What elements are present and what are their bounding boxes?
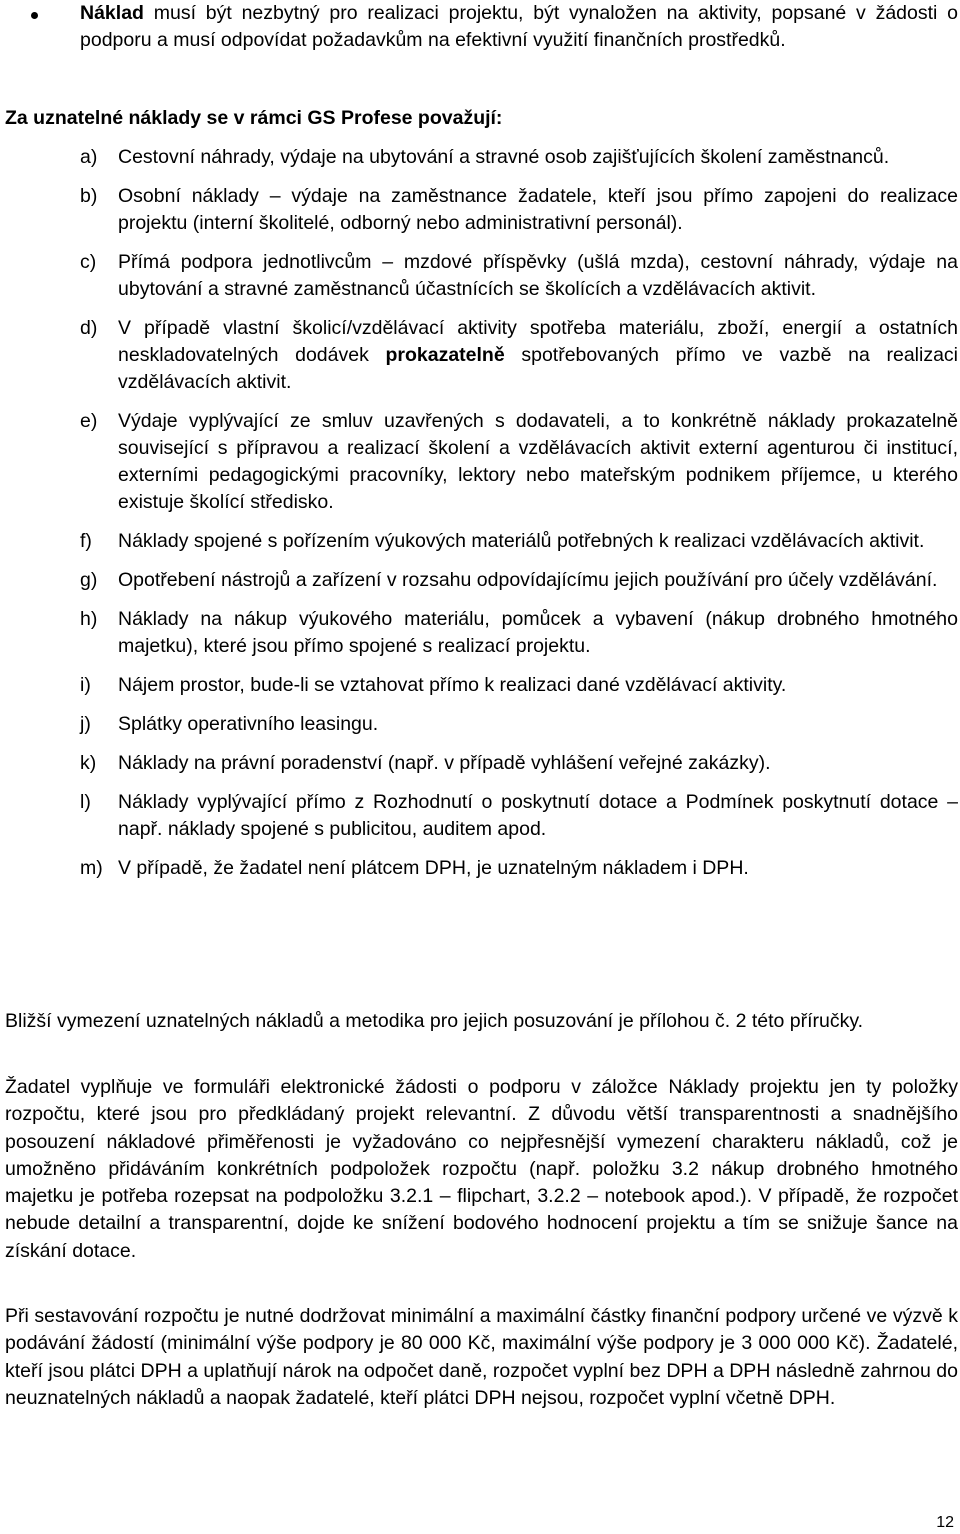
list-item-text: Opotřebení nástrojů a zařízení v rozsahu odpovídajícímu jejich používání pro účely vzdělávání. xyxy=(118,569,938,591)
page-number: 12 xyxy=(936,1514,954,1531)
list-item-text: Výdaje vyplývající ze smluv uzavřených s dodavateli, a to konkrétně náklady prokazatelně související s přípravou a realizací školení a vzdělávacích aktivit externí agenturou či institucí, externími pedagogickými pracovníky, lektory nebo mateřským podnikem příjemce, u kterého existuje školící středisko. xyxy=(118,410,958,513)
list-item-label: f) xyxy=(80,530,92,552)
list-item xyxy=(80,672,958,699)
bullet-icon xyxy=(31,12,38,19)
list-item-text: Cestovní náhrady, výdaje na ubytování a stravné osob zajišťujících školení zaměstnanců. xyxy=(118,146,890,168)
list-item xyxy=(80,567,958,594)
list-item-label: h) xyxy=(80,608,98,630)
list-item xyxy=(80,249,958,303)
list-item-text: Splátky operativního leasingu. xyxy=(118,713,379,735)
list-item-label: g) xyxy=(80,569,98,591)
list-item-text-end: spotřebovaných přímo ve vazbě na realizaci vzdělávacích aktivit. xyxy=(118,344,959,393)
list-item-label: k) xyxy=(80,752,97,774)
list-item-text: V případě vlastní školicí/vzdělávací aktivity spotřeba materiálu, zboží, energií a ostatních neskladovatelných dodávek xyxy=(118,317,958,366)
list-item-text: Přímá podpora jednotlivcům – mzdové příspěvky (ušlá mzda), cestovní náhrady, výdaje na ubytování a stravné zaměstnanců účastnících se školících a vzdělávacích aktivit. xyxy=(118,251,958,300)
eligible-costs-list xyxy=(80,144,958,894)
list-item xyxy=(80,144,958,171)
list-item xyxy=(80,315,958,396)
list-item-text: Osobní náklady – výdaje na zaměstnance žadatele, kteří jsou přímo zapojeni do realizace projektu (interní školitelé, odborný nebo administrativní personál). xyxy=(118,185,958,234)
list-item-text: Nájem prostor, bude-li se vztahovat přímo k realizaci dané vzdělávací aktivity. xyxy=(118,674,787,696)
list-item-bold-word: prokazatelně xyxy=(385,344,505,366)
list-item-text: Náklady spojené s pořízením výukových materiálů potřebných k realizaci vzdělávacích aktivit. xyxy=(118,530,925,552)
list-item-label: j) xyxy=(80,713,91,735)
list-item xyxy=(80,528,958,555)
bullet-paragraph xyxy=(80,0,958,54)
list-item-label: i) xyxy=(80,674,91,696)
bullet-bold-term: Náklad xyxy=(80,2,144,24)
list-item xyxy=(80,408,958,516)
paragraph-budget-items: Žadatel vyplňuje ve formuláři elektronické žádosti o podporu v záložce Náklady projektu jen ty položky rozpočtu, které jsou pro předkládaný projekt relevantní. Z důvodu větší transparentnosti a snadnějšího posouzení nákladové přiměřenosti je vyžadováno co nejpřesnější vymezení charakteru nákladů, což je umožněno přidáváním konkrétních podpoložek rozpočtu (např. položku 3.2 nákup drobného hmotného majetku je potřeba rozepsat na podpoložku 3.2.1 – flipchart, 3.2.2 – notebook apod.). V případě, že rozpočet nebude detailní a transparentní, dojde ke snížení bodového hodnocení projektu a tím se snižuje šance na získání dotace. xyxy=(5,1076,958,1262)
bullet-text: musí být nezbytný pro realizaci projektu, být vynaložen na aktivity, popsané v žádosti o podporu a musí odpovídat požadavkům na efektivní využití finančních prostředků. xyxy=(80,2,958,51)
list-item-label: l) xyxy=(80,791,91,813)
list-item-text: Náklady na právní poradenství (např. v případě vyhlášení veřejné zakázky). xyxy=(118,752,771,774)
list-item-label: e) xyxy=(80,410,98,432)
list-item-text: Náklady vyplývající přímo z Rozhodnutí o poskytnutí dotace a Podmínek poskytnutí dotace – např. náklady spojené s publicitou, auditem apod. xyxy=(118,791,958,840)
list-item-text: Náklady na nákup výukového materiálu, pomůcek a vybavení (nákup drobného hmotného majetku), které jsou přímo spojené s realizací projektu. xyxy=(118,608,958,657)
list-item-label: m) xyxy=(80,857,103,879)
list-item-label: d) xyxy=(80,317,98,339)
list-item-label: c) xyxy=(80,251,97,273)
list-item xyxy=(80,183,958,237)
paragraph-budget-limits: Při sestavování rozpočtu je nutné dodržovat minimální a maximální částky finanční podpory určené ve výzvě k podávání žádostí (minimální výše podpory je 80 000 Kč, maximální výše podpory je 3 000 000 Kč). Žadatelé, kteří jsou plátci DPH a uplatňují nárok na odpočet daně, rozpočet vyplní bez DPH a DPH následně zahrnou do neuznatelných nákladů a naopak žadatelé, kteří plátci DPH nejsou, rozpočet vyplní včetně DPH. xyxy=(5,1305,958,1409)
list-item xyxy=(80,789,958,843)
list-item-label: b) xyxy=(80,185,98,207)
list-item xyxy=(80,855,958,882)
paragraph-annex-reference: Bližší vymezení uznatelných nákladů a metodika pro jejich posuzování je přílohou č. 2 této příručky. xyxy=(5,1010,864,1032)
list-item xyxy=(80,711,958,738)
section-heading: Za uznatelné náklady se v rámci GS Profese považují: xyxy=(5,107,503,129)
list-item-label: a) xyxy=(80,146,98,168)
list-item xyxy=(80,750,958,777)
list-item xyxy=(80,606,958,660)
list-item-text: V případě, že žadatel není plátcem DPH, je uznatelným nákladem i DPH. xyxy=(118,857,749,879)
